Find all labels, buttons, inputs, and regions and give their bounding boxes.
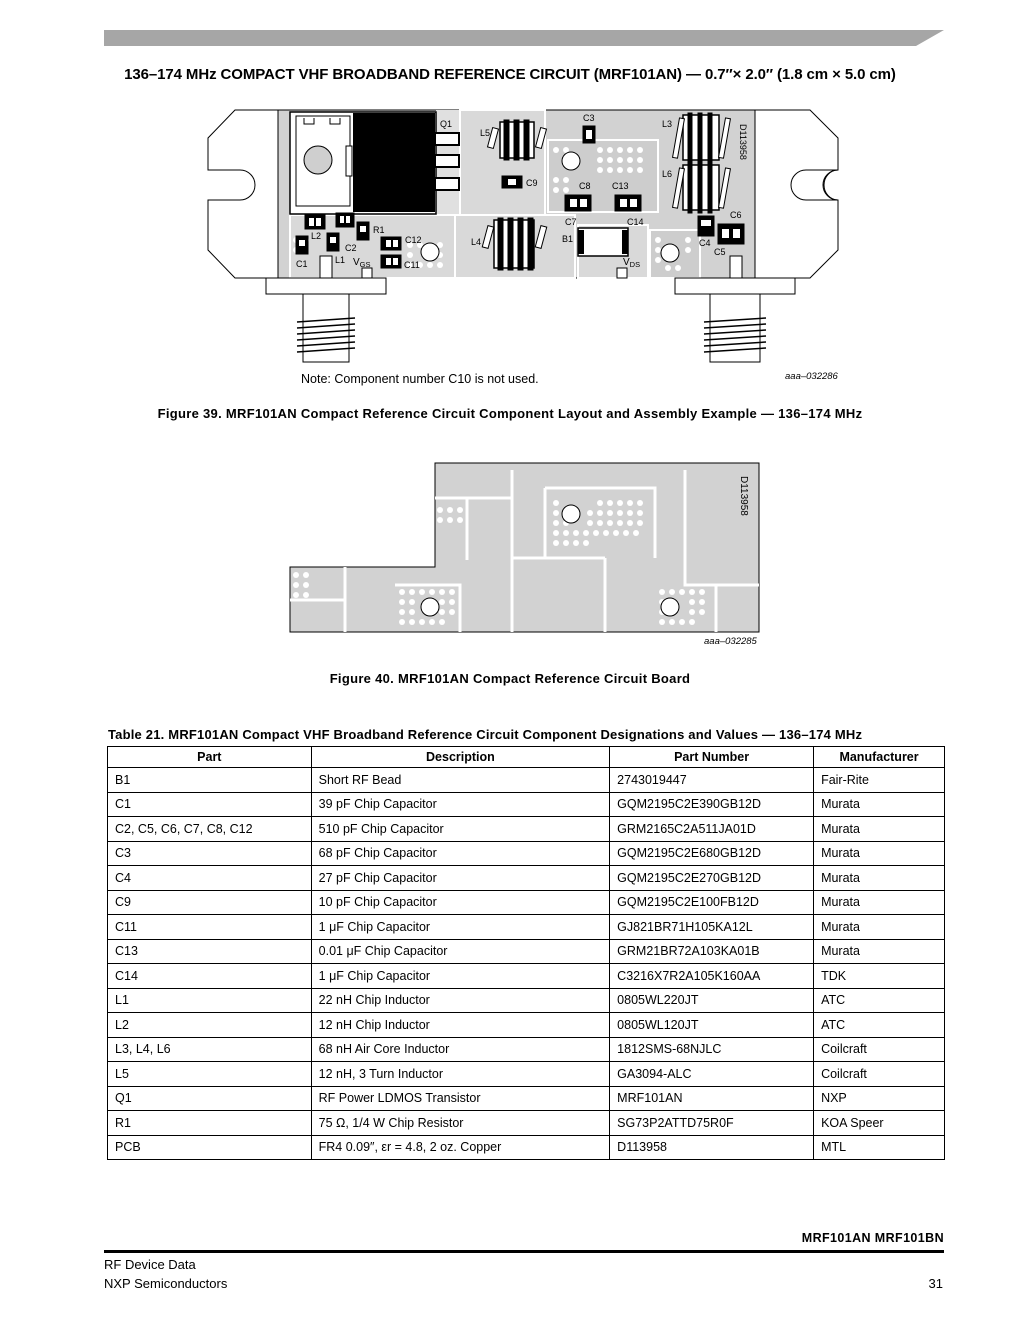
cell-part-number: 0805WL220JT (610, 988, 814, 1013)
label-l5: L5 (480, 128, 491, 138)
figure-40-art-id: aaa–032285 (704, 636, 757, 647)
cell-part-number: D113958 (610, 1135, 814, 1160)
cell-description: 12 nH, 3 Turn Inductor (311, 1062, 610, 1087)
table-21-title: Table 21. MRF101AN Compact VHF Broadband Reference Circuit Component Designations and Values — 136–174 MHz (108, 727, 863, 742)
label-q1: Q1 (440, 119, 453, 129)
label-r1: R1 (373, 225, 385, 235)
cell-manufacturer: Murata (814, 817, 945, 842)
cell-manufacturer: Murata (814, 792, 945, 817)
footer-part-numbers: MRF101AN MRF101BN (801, 1231, 944, 1245)
cell-part-number: 1812SMS-68NJLC (610, 1037, 814, 1062)
cell-part-number: 0805WL120JT (610, 1013, 814, 1038)
table-row (108, 817, 945, 842)
label-board-id: D113958 (738, 124, 748, 160)
cell-description: 12 nH Chip Inductor (311, 1013, 610, 1038)
cell-description: 10 pF Chip Capacitor (311, 890, 610, 915)
cell-part-number: GQM2195C2E100FB12D (610, 890, 814, 915)
cell-manufacturer: Murata (814, 841, 945, 866)
label-c7: C7 (565, 217, 577, 227)
cell-manufacturer: NXP (814, 1086, 945, 1111)
label-l3: L3 (662, 119, 673, 129)
cell-description: FR4 0.09″, εr = 4.8, 2 oz. Copper (311, 1135, 610, 1160)
table-row (108, 1062, 945, 1087)
cell-part: Q1 (108, 1086, 312, 1111)
cell-part-number: GJ821BR71H105KA12L (610, 915, 814, 940)
figure-39-caption: Figure 39. MRF101AN Compact Reference Circuit Component Layout and Assembly Example — 136–174 MHz (157, 406, 863, 421)
header-part-number: Part Number (610, 747, 814, 768)
cell-description: RF Power LDMOS Transistor (311, 1086, 610, 1111)
label-l1: L1 (335, 255, 346, 265)
cell-part-number: MRF101AN (610, 1086, 814, 1111)
table-row (108, 768, 945, 793)
label-c14: C14 (627, 217, 644, 227)
cell-description: 39 pF Chip Capacitor (311, 792, 610, 817)
table-row (108, 866, 945, 891)
label-l4: L4 (471, 237, 482, 247)
footer-rule (104, 1250, 944, 1253)
figure-40-board (288, 460, 762, 636)
label-vds: $V_{DS}$ (623, 257, 641, 269)
cell-manufacturer: KOA Speer (814, 1111, 945, 1136)
cell-part: C2, C5, C6, C7, C8, C12 (108, 817, 312, 842)
cell-part: C9 (108, 890, 312, 915)
cell-part: C1 (108, 792, 312, 817)
cell-description: 68 pF Chip Capacitor (311, 841, 610, 866)
cell-part-number: GRM21BR72A103KA01B (610, 939, 814, 964)
label-b1: B1 (562, 234, 574, 244)
cell-part: L1 (108, 988, 312, 1013)
label-c6: C6 (730, 210, 742, 220)
label-c3: C3 (583, 113, 595, 123)
label-c11: C11 (404, 260, 420, 270)
figure-39-note: Note: Component number C10 is not used. (301, 372, 539, 386)
cell-description: Short RF Bead (311, 768, 610, 793)
label-c9: C9 (526, 178, 538, 188)
cell-part: B1 (108, 768, 312, 793)
cell-part-number: SG73P2ATTD75R0F (610, 1111, 814, 1136)
header-part: Part (108, 747, 312, 768)
cell-part: L2 (108, 1013, 312, 1038)
component-table (107, 746, 945, 1160)
table-row (108, 988, 945, 1013)
page-number: 31 (928, 1276, 943, 1291)
table-row (108, 1135, 945, 1160)
header-manufacturer: Manufacturer (814, 747, 945, 768)
cell-manufacturer: Murata (814, 890, 945, 915)
table-row (108, 890, 945, 915)
footer-company: NXP Semiconductors (104, 1276, 228, 1291)
cell-manufacturer: Coilcraft (814, 1037, 945, 1062)
cell-description: 0.01 μF Chip Capacitor (311, 939, 610, 964)
label-l2: L2 (311, 231, 322, 241)
label-c8: C8 (579, 181, 591, 191)
cell-manufacturer: Coilcraft (814, 1062, 945, 1087)
cell-part-number: GQM2195C2E390GB12D (610, 792, 814, 817)
cell-part: L3, L4, L6 (108, 1037, 312, 1062)
label-c4: C4 (699, 238, 711, 248)
footer-section: RF Device Data (104, 1257, 196, 1272)
cell-manufacturer: MTL (814, 1135, 945, 1160)
cell-manufacturer: Murata (814, 866, 945, 891)
cell-part-number: GRM2165C2A511JA01D (610, 817, 814, 842)
cell-part: C3 (108, 841, 312, 866)
cell-manufacturer: ATC (814, 1013, 945, 1038)
cell-description: 68 nH Air Core Inductor (311, 1037, 610, 1062)
header-description: Description (311, 747, 610, 768)
table-row (108, 939, 945, 964)
table-row (108, 792, 945, 817)
cell-part-number: GQM2195C2E270GB12D (610, 866, 814, 891)
cell-part-number: 2743019447 (610, 768, 814, 793)
cell-description: 1 μF Chip Capacitor (311, 964, 610, 989)
figure-39-art-id: aaa–032286 (785, 371, 838, 382)
label-c2: C2 (345, 243, 357, 253)
cell-part: C4 (108, 866, 312, 891)
cell-description: 22 nH Chip Inductor (311, 988, 610, 1013)
table-row (108, 915, 945, 940)
cell-part-number: C3216X7R2A105K160AA (610, 964, 814, 989)
cell-description: 1 μF Chip Capacitor (311, 915, 610, 940)
table-header-row (108, 747, 945, 768)
table-row (108, 1013, 945, 1038)
cell-part: C13 (108, 939, 312, 964)
label-c13: C13 (612, 181, 629, 191)
label-c12: C12 (405, 235, 422, 245)
table-row (108, 1086, 945, 1111)
cell-manufacturer: TDK (814, 964, 945, 989)
label-c1: C1 (296, 259, 308, 269)
cell-description: 510 pF Chip Capacitor (311, 817, 610, 842)
figure-39-layout (200, 100, 850, 375)
figure-40-caption: Figure 40. MRF101AN Compact Reference Circuit Board (329, 671, 691, 686)
label-l6: L6 (662, 169, 673, 179)
page-title: 136–174 MHz COMPACT VHF BROADBAND REFERENCE CIRCUIT (MRF101AN) — 0.7″× 2.0″ (1.8 cm × 5.0 cm) (124, 66, 896, 83)
table-row (108, 841, 945, 866)
cell-part: C14 (108, 964, 312, 989)
table-row (108, 1037, 945, 1062)
label-c5: C5 (714, 247, 726, 257)
cell-part-number: GQM2195C2E680GB12D (610, 841, 814, 866)
figure-40-board-id: D113958 (738, 476, 749, 516)
cell-part: R1 (108, 1111, 312, 1136)
cell-part-number: GA3094-ALC (610, 1062, 814, 1087)
cell-part: PCB (108, 1135, 312, 1160)
cell-manufacturer: Fair-Rite (814, 768, 945, 793)
cell-part: C11 (108, 915, 312, 940)
cell-part: L5 (108, 1062, 312, 1087)
table-row (108, 964, 945, 989)
cell-description: 27 pF Chip Capacitor (311, 866, 610, 891)
label-vgs: $V_{GS}$ (353, 257, 371, 269)
cell-manufacturer: ATC (814, 988, 945, 1013)
cell-manufacturer: Murata (814, 915, 945, 940)
cell-manufacturer: Murata (814, 939, 945, 964)
table-row (108, 1111, 945, 1136)
header-bar (104, 30, 944, 46)
cell-description: 75 Ω, 1/4 W Chip Resistor (311, 1111, 610, 1136)
